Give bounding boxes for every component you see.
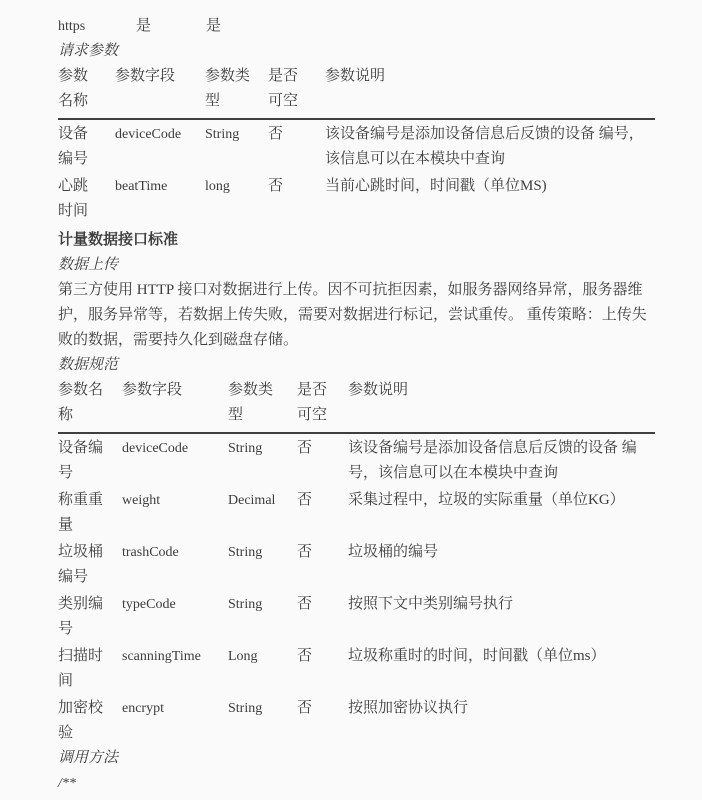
table-row [58, 488, 655, 538]
table-row [58, 174, 655, 224]
data-upload-title: 数据上传 [58, 257, 119, 273]
cell-param-name: 称重重量 [58, 492, 104, 533]
cell-param-field: beatTime [115, 179, 168, 194]
cell-param-desc: 该设备编号是添加设备信息后反馈的设备 编号，该信息可以在本模块中查询 [348, 440, 637, 481]
col-header-param-type: 参数类型 [228, 382, 274, 423]
table-row [58, 592, 655, 642]
cell-param-name: 扫描时间 [58, 648, 104, 689]
https-row-protocol: https [58, 19, 86, 34]
col-header-nullable: 是否可空 [268, 68, 299, 109]
cell-param-desc: 当前心跳时间，时间戳（单位MS) [325, 178, 547, 194]
cell-nullable: 否 [297, 440, 313, 456]
cell-param-name: 垃圾桶编号 [58, 544, 104, 585]
cell-param-name: 心跳时间 [58, 178, 89, 219]
cell-nullable: 否 [297, 596, 313, 612]
cell-nullable: 否 [297, 700, 313, 716]
cell-param-field: deviceCode [122, 441, 189, 456]
cell-nullable: 否 [297, 492, 313, 508]
col-header-param-desc: 参数说明 [348, 382, 409, 398]
table-row [58, 122, 655, 172]
data-spec-table [58, 378, 655, 746]
data-spec-title: 数据规范 [58, 357, 119, 373]
cell-param-desc: 按照加密协议执行 [348, 700, 469, 716]
cell-param-field: trashCode [122, 545, 179, 560]
col-header-param-type: 参数类型 [205, 68, 251, 109]
table-row [58, 540, 655, 590]
cell-param-name: 类别编号 [58, 596, 104, 637]
cell-param-desc: 采集过程中，垃圾的实际重量（单位KG） [348, 492, 625, 508]
cell-param-desc: 按照下文中类别编号执行 [348, 596, 514, 612]
cell-param-type: String [228, 597, 263, 612]
cell-nullable: 否 [268, 126, 284, 142]
cell-param-name: 设备编号 [58, 126, 89, 167]
col-header-param-desc: 参数说明 [325, 68, 386, 84]
cell-param-name: 加密校验 [58, 700, 104, 741]
code-comment-open: /** [58, 776, 76, 791]
request-params-table [58, 64, 655, 224]
cell-param-type: String [228, 545, 263, 560]
col-header-nullable: 是否可空 [297, 382, 328, 423]
cell-param-type: String [228, 441, 263, 456]
cell-param-field: deviceCode [115, 127, 182, 142]
cell-param-type: Decimal [228, 493, 276, 508]
cell-param-desc: 垃圾桶的编号 [348, 544, 439, 560]
data-upload-paragraph: 第三方使用 HTTP 接口对数据进行上传。因不可抗拒因素，如服务器网络异常，服务器维护，服务异常等，若数据上传失败，需要对数据进行标记，尝试重传。 重传策略：上传失败的数据，需要持久化到磁盘存储。 [58, 282, 647, 348]
table-row [58, 644, 655, 694]
request-params-title: 请求参数 [58, 43, 119, 59]
col-header-param-name: 参数名称 [58, 68, 89, 109]
cell-param-desc: 垃圾称重时的时间，时间戳（单位ms） [348, 648, 606, 664]
table-row [58, 696, 655, 746]
col-header-param-field: 参数字段 [115, 68, 176, 84]
cell-param-name: 设备编号 [58, 440, 104, 481]
cell-nullable: 否 [268, 178, 284, 194]
col-header-param-name: 参数名称 [58, 382, 104, 423]
table-row [58, 436, 655, 486]
cell-param-type: long [205, 179, 230, 194]
cell-param-desc: 该设备编号是添加设备信息后反馈的设备 编号，该信息可以在本模块中查询 [325, 126, 644, 167]
invoke-method-title: 调用方法 [58, 750, 119, 766]
col-header-param-field: 参数字段 [122, 382, 183, 398]
cell-param-type: String [205, 127, 240, 142]
table-header-row [58, 64, 655, 120]
cell-nullable: 否 [297, 544, 313, 560]
cell-param-field: weight [122, 493, 161, 508]
table-header-row [58, 378, 655, 434]
https-row [58, 14, 655, 39]
cell-param-field: typeCode [122, 597, 176, 612]
cell-param-field: encrypt [122, 701, 164, 716]
cell-nullable: 否 [297, 648, 313, 664]
cell-param-type: String [228, 701, 263, 716]
cell-param-type: Long [228, 649, 258, 664]
https-row-flag2: 是 [206, 18, 222, 34]
https-row-flag1: 是 [136, 18, 152, 34]
metering-section-title: 计量数据接口标准 [58, 232, 179, 248]
cell-param-field: scanningTime [122, 649, 201, 664]
